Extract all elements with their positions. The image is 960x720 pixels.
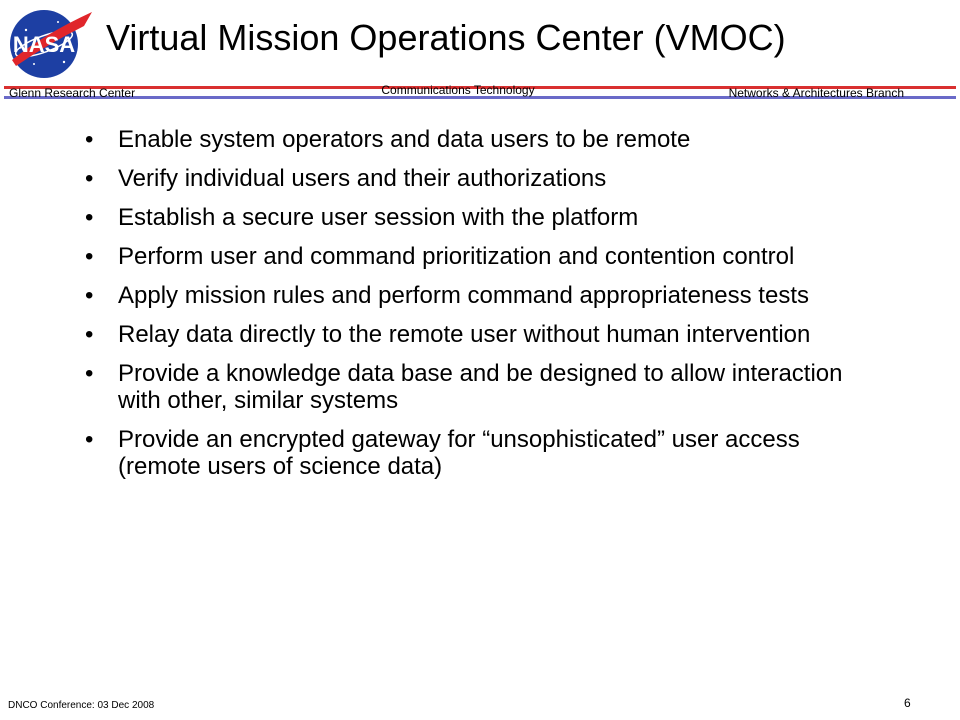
bullet-dot: •: [85, 204, 94, 231]
bullet-dot: •: [85, 165, 94, 192]
nasa-logo-icon: [4, 4, 96, 84]
bullet-text: Perform user and command prioritization and contention control: [118, 243, 795, 270]
bullet-text: Establish a secure user session with the platform: [118, 204, 639, 231]
svg-text:NASA: NASA: [12, 32, 76, 57]
bullet-dot: •: [85, 360, 94, 387]
footer-conference: DNCO Conference: 03 Dec 2008: [8, 700, 155, 711]
bullet-item: [76, 243, 876, 270]
bullet-item: [76, 321, 876, 348]
header-left-text: Glenn Research Center: [9, 86, 136, 100]
bullet-text: Enable system operators and data users to be remote: [118, 126, 691, 153]
bullet-list: [76, 126, 876, 492]
bullet-dot: •: [85, 243, 94, 270]
bullet-item: [76, 282, 876, 309]
bullet-text: Provide an encrypted gateway for “unsophisticated” user access (remote users of science data): [118, 426, 800, 480]
bullet-item: [76, 204, 876, 231]
header-right-text: Networks & Architectures Branch: [728, 86, 904, 100]
page-number: 6: [904, 696, 911, 710]
bullet-dot: •: [85, 126, 94, 153]
bullet-item: [76, 165, 876, 192]
bullet-item: [76, 360, 876, 414]
bullet-dot: •: [85, 321, 94, 348]
bullet-dot: •: [85, 426, 94, 453]
bullet-text: Verify individual users and their authorizations: [118, 165, 607, 192]
header-center-text: Communications Technology: [381, 83, 535, 97]
bullet-text: Relay data directly to the remote user without human intervention: [118, 321, 811, 348]
bullet-text: Apply mission rules and perform command appropriateness tests: [118, 282, 809, 309]
bullet-dot: •: [85, 282, 94, 309]
slide-title: Virtual Mission Operations Center (VMOC): [106, 17, 786, 58]
bullet-text: Provide a knowledge data base and be designed to allow interaction with other, similar systems: [118, 360, 843, 414]
bullet-item: [76, 426, 876, 480]
bullet-item: [76, 126, 876, 153]
